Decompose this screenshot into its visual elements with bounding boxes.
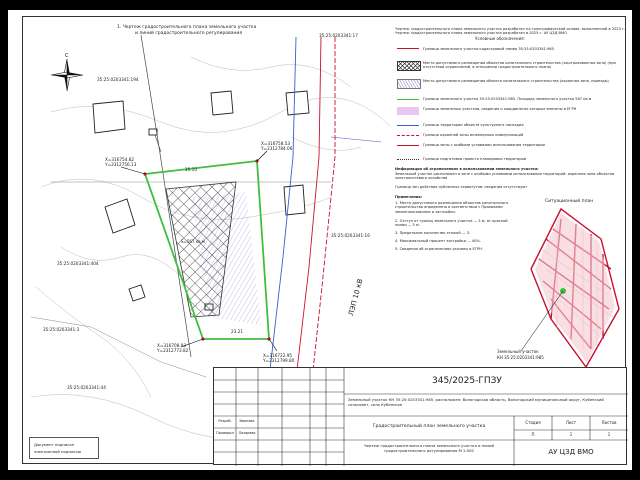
info-text: Земельный участок расположен в зоне с особыми условиями использования территорий: охранная зона объектов электросетевого хозяйства — [395, 172, 615, 181]
note-item: 3. Предельное количество этажей — 3. — [395, 231, 471, 235]
note-item: 1. Место допустимого размещения объектов капитального строительства определено в соответствии с Правилами землепользования и застройки. — [395, 201, 509, 214]
area-label: S=567 кв.м — [181, 239, 205, 244]
e-signature-stamp: Документ подписан электронной подписью — [29, 437, 99, 459]
note-item: 2. Отступ от границ земельного участка — 3 м, от красной линии — 5 м. — [395, 219, 508, 228]
parcel-label: 35:25:0203341:17 — [319, 33, 358, 38]
coord-label: X=316754.82 — [105, 157, 135, 162]
legend-symbol — [397, 61, 421, 71]
address: Земельный участок КН 35:25:0203341:985, расположен: Вологодская область, Вологодский муниципальный округ, Кубенский сельсовет, село Кубенское — [348, 397, 604, 407]
drawing-title-2: и линий градостроительного регулирования — [135, 31, 243, 36]
note-item: 5. Сведения об ограничениях указаны в ЕГРН. — [395, 247, 484, 251]
street-label: ЛЭП 10 кВ — [347, 277, 365, 317]
stage-value: П — [531, 432, 535, 437]
info-header: Информация об ограничениях в использовании земельного участка: — [395, 167, 539, 171]
north-arrow-icon — [51, 53, 83, 91]
callout-label: КН 35:25:0203341:985 — [497, 355, 544, 360]
legend-symbol — [397, 125, 419, 131]
callout-label: Земельный участок — [497, 349, 539, 354]
situation-plan — [491, 199, 632, 371]
legend-symbol — [397, 79, 421, 89]
document-title: Градостроительный план земельного участка — [372, 424, 486, 429]
parcel-label: 35:25:0203341:194 — [97, 77, 139, 82]
sheets-header: Листов — [601, 420, 617, 425]
coord-label: X=316722.95 — [263, 353, 293, 358]
legend-symbol — [397, 135, 419, 141]
notes-header: Примечания: — [395, 195, 423, 199]
legend-symbol — [397, 145, 419, 151]
parcel-label: 35:25:0203341:404 — [57, 261, 99, 266]
legend-symbol — [397, 159, 419, 165]
title-block — [213, 367, 627, 465]
sheet-frame — [22, 16, 626, 464]
person-name: Иванова — [239, 419, 255, 423]
dimension-label: 23.21 — [231, 329, 243, 334]
drawing-title-1: 1. Чертеж градостроительного плана земельного участка — [117, 25, 257, 30]
situation-plan-title: Ситуационный план — [545, 199, 594, 204]
role-label: Разраб. — [218, 419, 232, 423]
sheet-title: Чертеж градостроительного плана земельного участка и линий градостроительного регулирования М 1:500 — [364, 443, 494, 453]
coord-label: X=316708.93 — [157, 343, 187, 348]
parcel-label: 35:25:0203341:3 — [43, 327, 80, 332]
organization: АУ ЦЗД ВМО — [548, 448, 594, 456]
situation-map-svg — [491, 199, 632, 371]
coord-label: X=316758.53 — [261, 141, 291, 146]
drawing-sheet — [8, 10, 632, 470]
coord-label: Y=2312773.82 — [157, 348, 189, 353]
legend-symbol — [397, 99, 419, 105]
document-code: 345/2025-ГПЗУ — [432, 376, 502, 386]
coord-label: Y=2312756.13 — [105, 162, 137, 167]
legend-intro: Чертеж градостроительного плана земельного участка разработан на топографической основе, выполненной в 2023 г. Чертеж градостроительного плана земельного участка разработан в 2025 г. АУ ЦЗД ВМО — [395, 27, 626, 36]
parcel-label: 35:25:0203341:44 — [67, 385, 106, 390]
info-text-2: Граница зон действия публичных сервитутов: сведения отсутствуют — [395, 185, 528, 189]
stage-header: Стадия — [525, 420, 541, 425]
role-label: Проверил — [216, 431, 234, 435]
legend-symbol — [397, 48, 419, 54]
legend-symbol — [397, 107, 419, 115]
legend: Чертеж градостроительного плана земельного участка разработан на топографической основе, выполненной в 2023 г. Чертеж градостроительного плана земельного участка разработан в 2025 г. АУ ЦЗД ВМО Условные обозначения: Граница земельного участка кадастровый номер 35:25:0203341:985 Место допустимого размещения объектов капитального строительства (заштрихованная зона) (при отсутствии ограничений, в отношении градостроительного плана) Место допустимого размещения объекта капитального строительства (охранная зона, проезды) Граница земельного участка 35:25:0203341:985. Площадь земельного участка 567 кв.м Граница земельных участков, сведения о координатах которых внесены в ЕГРН Граница территории объекта культурного наследия Граница охранной зоны инженерных коммуникаций Граница зоны с особыми условиями использования территории Граница подготовки проекта планировки территории Информация об ограничениях в использовании земельного участка: Земельный участок расположен в зоне с особыми условиями использования территорий: охранная зона объектов электросетевого хозяйства Граница зон действия публичных сервитутов: сведения отсутствуют — [395, 27, 631, 283]
sheet-header: Лист — [565, 420, 577, 425]
parcel-label: 35:25:0203341:16 — [331, 233, 370, 238]
legend-header: Условные обозначения: — [475, 36, 525, 41]
note-item: 4. Максимальный процент застройки — 40%. — [395, 239, 481, 243]
sheets-value: 1 — [607, 432, 611, 437]
coord-label: Y=2312784.06 — [261, 146, 293, 151]
person-name: Лазарева — [238, 431, 256, 435]
dimension-label: 15.10 — [185, 167, 197, 172]
coord-label: Y=2312799.80 — [263, 358, 295, 363]
svg-text:С: С — [65, 53, 69, 59]
sheet-value: 1 — [569, 432, 573, 437]
